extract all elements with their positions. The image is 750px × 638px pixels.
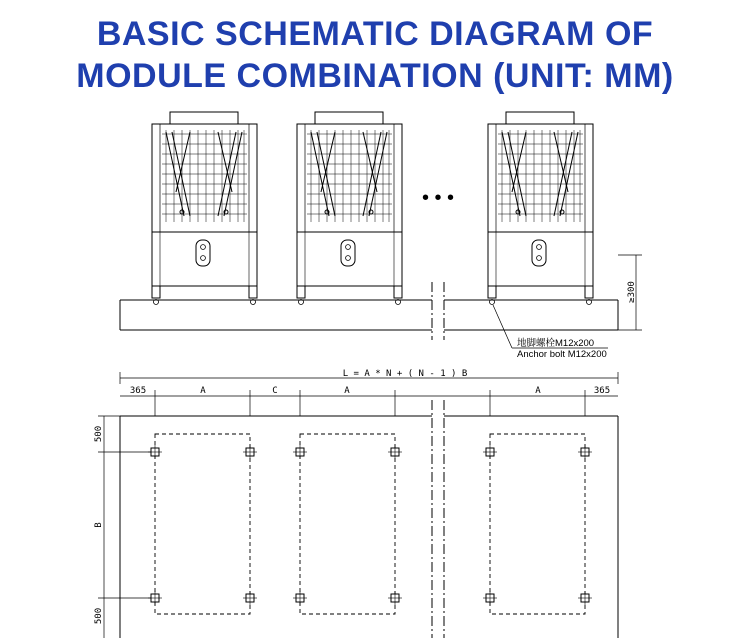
- dim-365-right: 365: [593, 386, 611, 396]
- dim-b: B: [94, 522, 104, 528]
- plan-view: [94, 369, 618, 638]
- dim-a-3: A: [535, 386, 541, 396]
- chiller-unit-2: [297, 112, 402, 305]
- title-line-2: MODULE COMBINATION (UNIT: MM): [76, 57, 674, 95]
- elevation-view: [120, 112, 642, 360]
- foundation-slab: [120, 282, 618, 340]
- anchor-label-cn: 地脚螺栓M12x200: [517, 338, 595, 349]
- overall-length-formula: L = A * N + ( N - 1 ) B: [342, 369, 468, 379]
- chiller-unit-3: [488, 112, 593, 305]
- dim-500-bottom: 500: [94, 607, 104, 625]
- title-line-1: BASIC SCHEMATIC DIAGRAM OF: [96, 15, 654, 53]
- dim-a-1: A: [200, 386, 206, 396]
- anchor-label-en: Anchor bolt M12x200: [517, 349, 607, 360]
- dim-365-left: 365: [129, 386, 147, 396]
- dim-500-top: 500: [94, 425, 104, 443]
- height-label: ≥300: [627, 281, 637, 303]
- footprint-3: [490, 434, 585, 614]
- footprint-1: [155, 434, 250, 614]
- anchor-points: [148, 445, 592, 605]
- dim-a-2: A: [344, 386, 350, 396]
- dim-c: C: [272, 386, 278, 396]
- chiller-unit-1: [152, 112, 257, 305]
- plan-slab: [120, 400, 618, 638]
- footprint-2: [300, 434, 395, 614]
- continuation-ellipsis: • • •: [421, 187, 455, 209]
